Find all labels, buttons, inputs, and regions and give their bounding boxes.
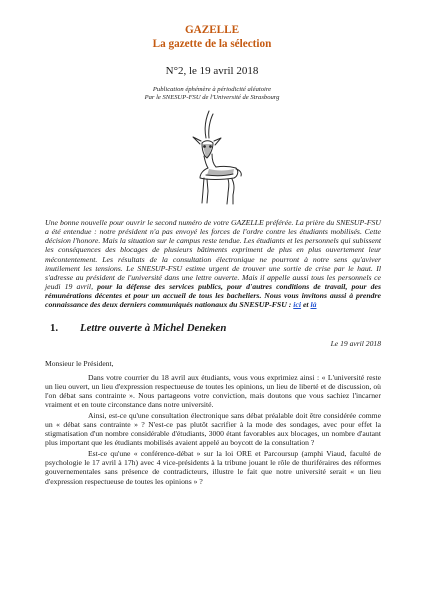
publication-author: Par le SNESUP-FSU de l'Université de Strasbourg bbox=[144, 94, 280, 102]
letter-salutation: Monsieur le Président, bbox=[45, 359, 114, 368]
issue-number: N°2, le 19 avril 2018 bbox=[165, 65, 259, 77]
communique-link-2[interactable]: là bbox=[310, 300, 317, 310]
section-number: 1. bbox=[50, 322, 59, 334]
publication-info bbox=[0, 86, 424, 103]
letter-paragraph: Est-ce qu'une « conférence-débat » sur la loi ORE et Parcoursup (amphi Viaud, faculté de psychologie le 17 avril à 17h) avec 4 vice-présidents à la tribune jouant le rôle de thuriféraires des réformes gouvernementales sans présence de contradicteurs, illustre le fait que notre université serait « un lieu d'expression respectueuse de toutes les opinions » ? bbox=[45, 449, 381, 486]
link-conjunction: et bbox=[302, 300, 309, 310]
letter-paragraph: Dans votre courrier du 18 avril aux étudiants, vous vous exprimiez ainsi : « L'université reste un lieu ouvert, un lieu d'expression respectueuse de toutes les opinions, un lieu de liberté et de discussion, où l'on débat sans contrainte ». Nous partageons votre conviction, mais doutons que vous sachiez l'incarner vraiment et en toute circonstance dans notre université. bbox=[45, 373, 381, 410]
intro-text-part-1: Une bonne nouvelle pour ouvrir le second numéro de votre GAZELLE préférée. La prière du SNESUP-FSU a été entendue : notre président n'a pas envoyé les forces de l'ordre contre les étudiants mobilisés. Cette décision l'honore. Mais la situation sur le campus reste tendue. Les étudiants et les personnels qui subissent les conséquences des blocages de plusieurs bâtiments expriment de plus en plus ouvertement leur mécontentement. Les résultats de la consultation électronique ne pourront à notre sens qu'aviver inutilement les tensions. Le SNESUP-FSU estime urgent de trouver une sortie de crise par le haut. Il s'adresse au président de l'université dans une lettre ouverte. Mais il appelle aussi tous les personnels ce jeudi 19 avril, bbox=[45, 218, 381, 292]
letter-paragraph: Ainsi, est-ce qu'une consultation électronique sans débat préalable doit être considérée comme un « débat sans contrainte » ? N'est-ce pas plutôt sacrifier à la mode des sondages, avec pour effet la stigmatisation d'un nombre considérable d'étudiants, 3000 étant favorables aux blocages, un nombre d'autant plus important que les étudiants mobilisés avaient appelé au boycott de la consultation ? bbox=[45, 411, 381, 448]
section-title: Lettre ouverte à Michel Deneken bbox=[80, 322, 227, 334]
letter-body bbox=[45, 373, 381, 488]
newsletter-subtitle: La gazette de la sélection bbox=[152, 38, 272, 50]
gazelle-illustration bbox=[162, 108, 262, 208]
newsletter-title: GAZELLE bbox=[184, 24, 240, 36]
intro-paragraph bbox=[45, 218, 381, 310]
intro-text-part-2: pour la défense des services publics, pour d'autres conditions de travail, pour des rémunérations décentes et pour un accueil de tous les bacheliers. Nous vous invitons aussi à prendre connaissance des deux derniers communiqués nationaux du SNESUP-FSU : bbox=[45, 282, 381, 310]
communique-link-1[interactable]: ici bbox=[293, 300, 302, 310]
letter-date: Le 19 avril 2018 bbox=[330, 339, 381, 348]
section-heading bbox=[50, 322, 226, 335]
publication-frequency: Publication éphémère à périodicité aléatoire bbox=[152, 86, 272, 93]
